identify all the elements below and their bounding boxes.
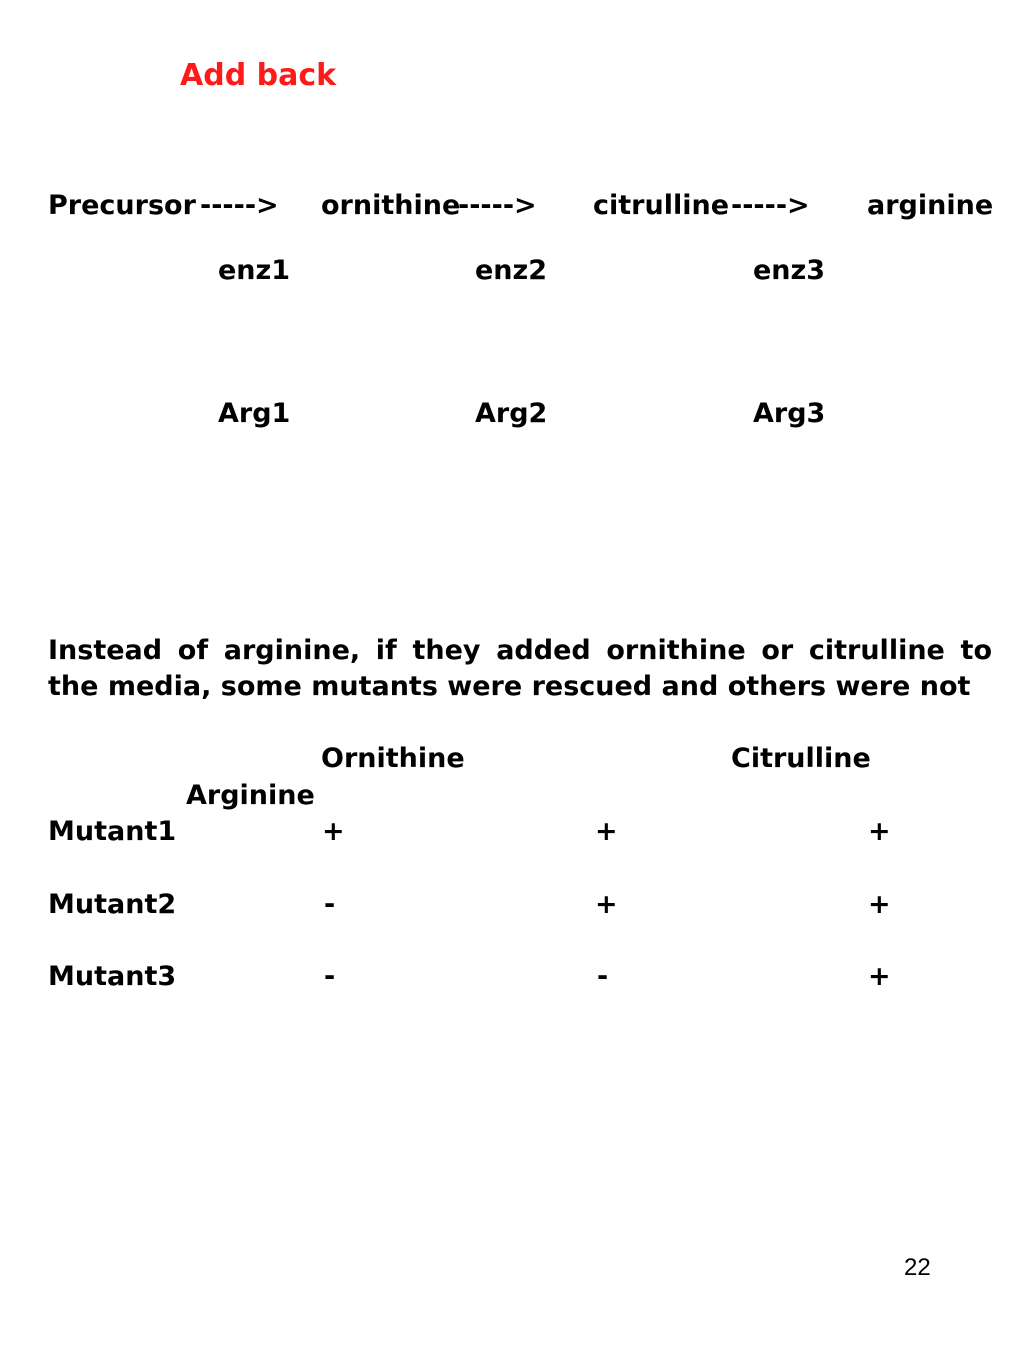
pathway-arrow-3: -----> <box>731 190 810 221</box>
table-cell: + <box>868 816 891 847</box>
explanation-paragraph: Instead of arginine, if they added ornithine or citrulline to the media, some mutants were rescued and others were not <box>48 635 992 702</box>
table-row-label: Mutant3 <box>48 961 177 992</box>
page-number: 22 <box>904 1254 931 1281</box>
enzyme-label-2: enz2 <box>475 255 548 286</box>
table-cell: - <box>597 961 609 992</box>
table-cell: + <box>868 889 891 920</box>
table-cell: - <box>324 961 336 992</box>
table-cell: + <box>595 889 618 920</box>
slide-title: Add back <box>180 58 337 93</box>
table-cell: + <box>868 961 891 992</box>
table-cell: + <box>595 816 618 847</box>
table-cell: + <box>322 816 345 847</box>
pathway-step-precursor: Precursor <box>48 190 196 221</box>
pathway-step-ornithine: ornithine <box>321 190 461 221</box>
gene-label-3: Arg3 <box>753 398 826 429</box>
pathway-arrow-2: -----> <box>458 190 537 221</box>
table-header-arginine: Arginine <box>186 780 315 811</box>
gene-label-2: Arg2 <box>475 398 548 429</box>
gene-label-1: Arg1 <box>218 398 291 429</box>
enzyme-label-1: enz1 <box>218 255 291 286</box>
table-row-label: Mutant2 <box>48 889 177 920</box>
pathway-step-arginine: arginine <box>867 190 994 221</box>
enzyme-label-3: enz3 <box>753 255 826 286</box>
pathway-step-citrulline: citrulline <box>593 190 730 221</box>
table-header-citrulline: Citrulline <box>731 743 871 774</box>
table-header-ornithine: Ornithine <box>321 743 465 774</box>
pathway-arrow-1: -----> <box>200 190 279 221</box>
table-row-label: Mutant1 <box>48 816 177 847</box>
table-cell: - <box>324 889 336 920</box>
